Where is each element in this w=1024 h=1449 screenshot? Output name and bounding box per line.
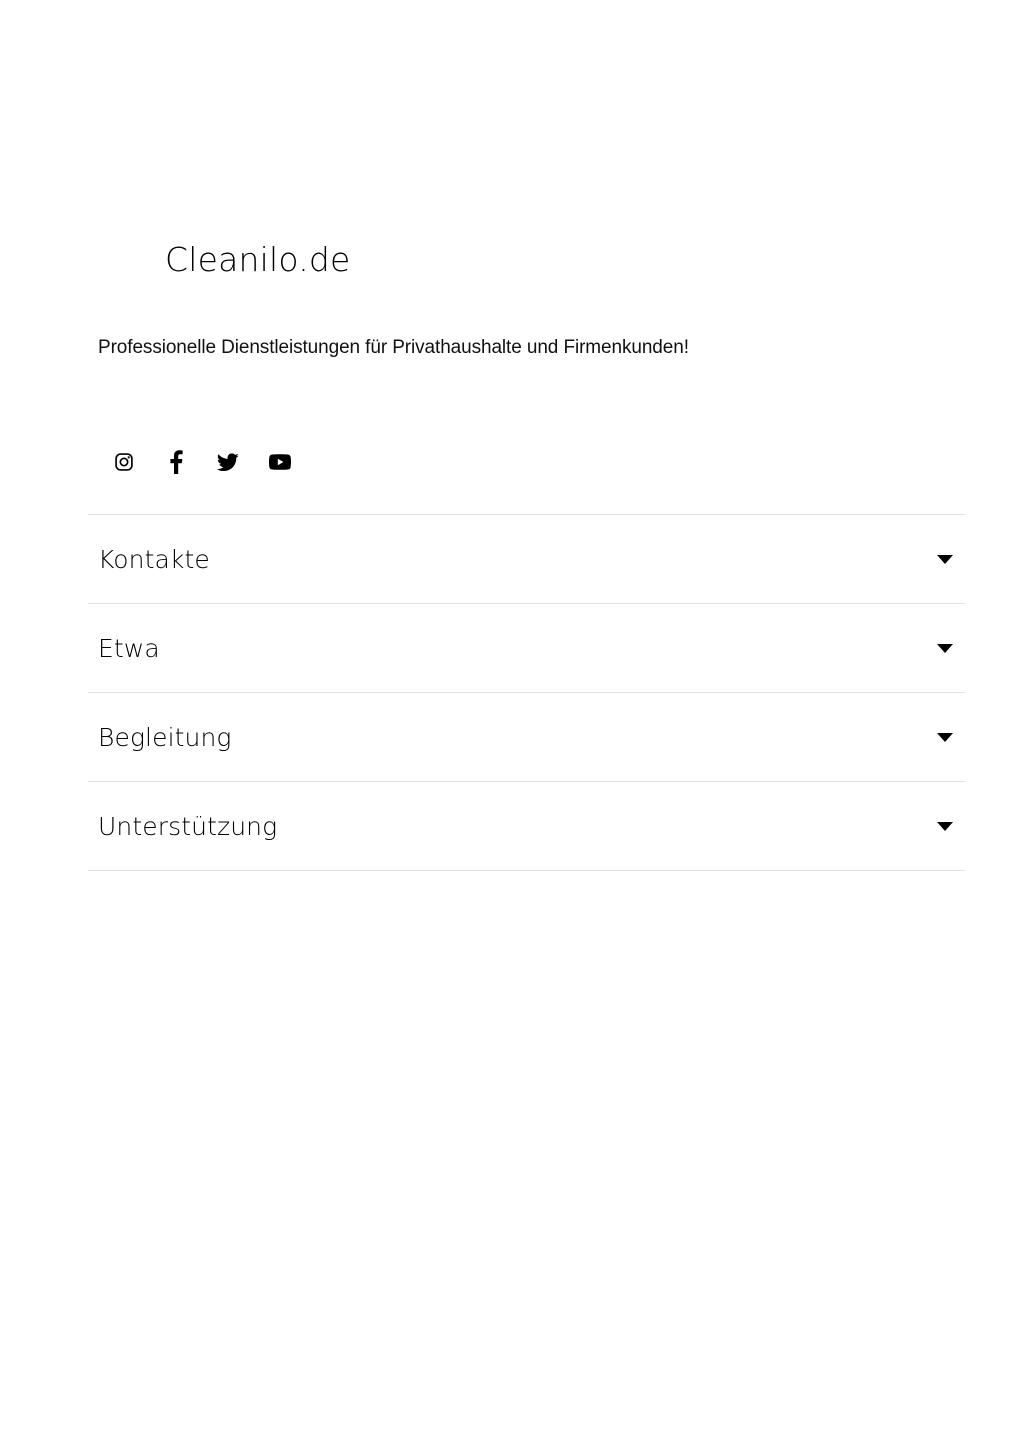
accordion-label: Unterstützung	[98, 811, 278, 841]
accordion-item-unterstuetzung[interactable]	[88, 782, 965, 871]
caret-down-icon	[937, 732, 953, 742]
accordion-label: Etwa	[98, 633, 160, 663]
facebook-icon	[169, 450, 183, 474]
accordion-item-kontakte[interactable]	[88, 515, 965, 604]
youtube-link[interactable]	[254, 436, 306, 488]
facebook-link[interactable]	[150, 436, 202, 488]
caret-down-icon	[937, 821, 953, 831]
instagram-icon	[114, 452, 134, 472]
youtube-icon	[269, 454, 291, 470]
caret-down-icon	[937, 554, 953, 564]
twitter-link[interactable]	[202, 436, 254, 488]
accordion-item-begleitung[interactable]	[88, 693, 965, 782]
instagram-link[interactable]	[98, 436, 150, 488]
site-tagline: Professionelle Dienstleistungen für Privathaushalte und Firmenkunden!	[98, 337, 689, 358]
accordion-item-etwa[interactable]	[88, 604, 965, 693]
site-logo-link[interactable]: Cleanilo.de	[165, 240, 351, 279]
social-links	[98, 436, 306, 488]
caret-down-icon	[937, 643, 953, 653]
accordion-label: Kontakte	[98, 544, 210, 574]
twitter-icon	[217, 453, 239, 472]
footer-accordion	[88, 514, 965, 871]
accordion-label: Begleitung	[98, 722, 232, 752]
